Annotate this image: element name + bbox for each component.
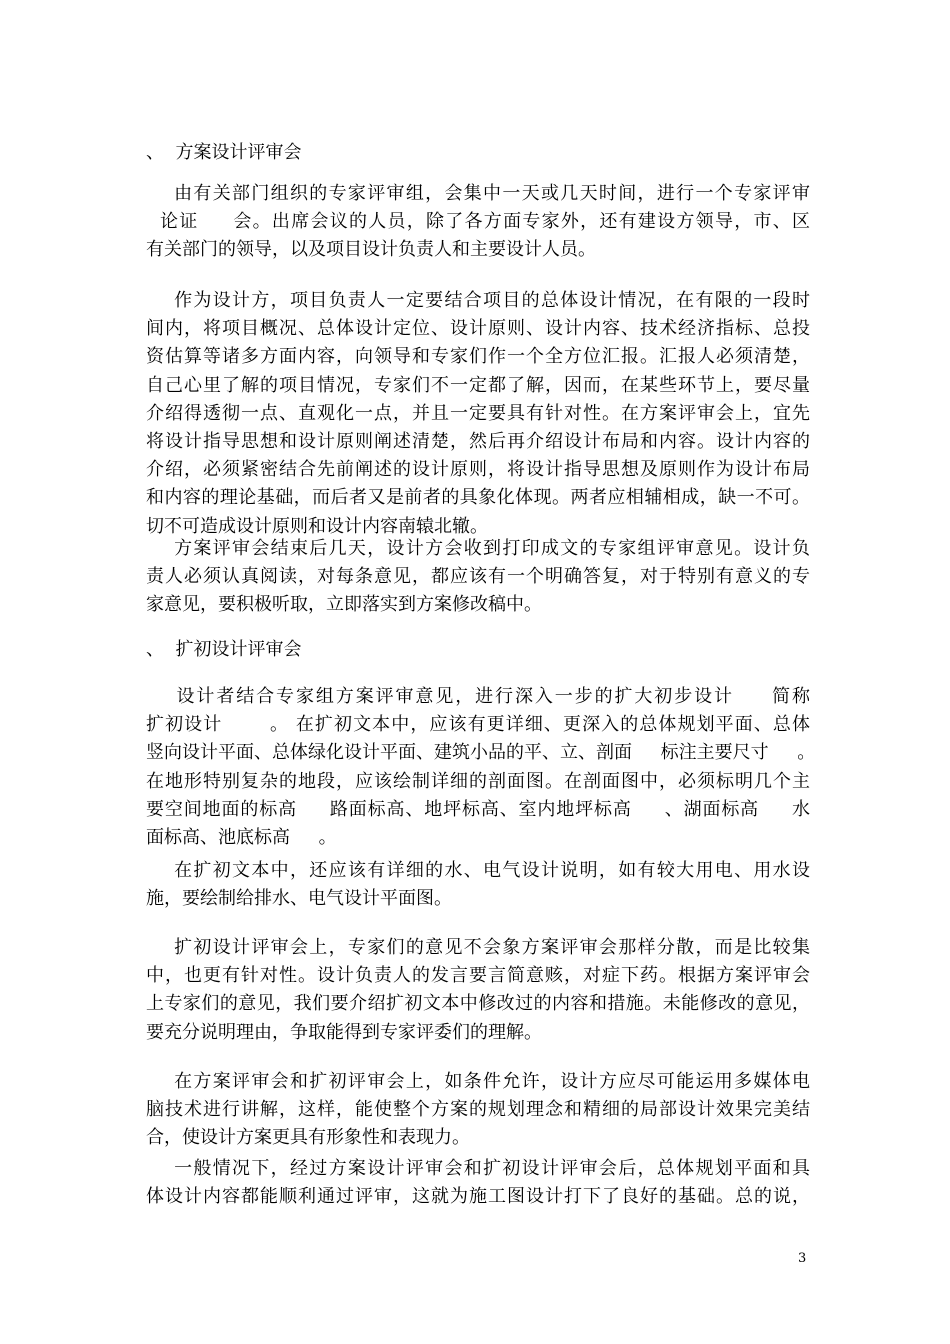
- text-line: 要充分说明理由，争取能得到专家评委们的理解。: [146, 1021, 542, 1043]
- paragraph: [146, 1155, 810, 1211]
- text-line: 脑技术进行讲解，这样，能使整个方案的规划理念和精细的局部设计效果完美结: [146, 1099, 810, 1121]
- paragraph: [146, 180, 810, 265]
- text-line: 作为设计方，项目负责人一定要结合项目的总体设计情况，在有限的一段时: [146, 290, 810, 311]
- text-line: 资估算等诸多方面内容，向领导和专家们作一个全方位汇报。汇报人必须清楚，: [146, 346, 810, 368]
- text-line: 和内容的理论基础，而后者又是前者的具象化体现。两者应相辅相成，缺一不可。: [146, 487, 810, 509]
- text-line: 面标高、池底标高 。: [146, 826, 337, 848]
- text-line: 间内，将项目概况、总体设计定位、设计原则、设计内容、技术经济指标、总投: [146, 318, 810, 340]
- text-line: 竖向设计平面、总体绿化设计平面、建筑小品的平、立、剖面 标注主要尺寸 。: [146, 742, 816, 764]
- paragraph: [146, 934, 810, 1047]
- section-heading-preliminary-design-review: 、 扩初设计评审会: [146, 639, 302, 660]
- text-line: 扩初设计 。 在扩初文本中，应该有更详细、更深入的总体规划平面、总体: [146, 714, 810, 736]
- text-line: 体设计内容都能顺利通过评审，这就为施工图设计打下了良好的基础。总的说，: [146, 1186, 810, 1208]
- section-heading-scheme-review: 、 方案设计评审会: [146, 142, 302, 163]
- text-line: 方案评审会结束后几天，设计方会收到打印成文的专家组评审意见。设计负: [146, 538, 810, 559]
- text-line: 中，也更有针对性。设计负责人的发言要言简意赅，对症下药。根据方案评审会: [146, 965, 810, 987]
- text-line: 在方案评审会和扩初评审会上，如条件允许，设计方应尽可能运用多媒体电: [146, 1071, 810, 1092]
- text-line: 合，使设计方案更具有形象性和表现力。: [146, 1127, 470, 1149]
- text-line: 介绍，必须紧密结合先前阐述的设计原则，将设计指导思想及原则作为设计布局: [146, 459, 810, 481]
- text-line: 一般情况下，经过方案设计评审会和扩初设计评审会后，总体规划平面和具: [146, 1158, 810, 1179]
- text-line: 将设计指导思想和设计原则阐述清楚，然后再介绍设计布局和内容。设计内容的: [146, 430, 810, 452]
- text-line: 切不可造成设计原则和设计内容南辕北辙。: [146, 515, 488, 537]
- page-number: 3: [798, 1251, 807, 1266]
- text-line: 由有关部门组织的专家评审组，会集中一天或几天时间，进行一个专家评审: [146, 183, 810, 204]
- paragraph: [146, 683, 816, 852]
- text-line: 设计者结合专家组方案评审意见，进行深入一步的扩大初步设计 简称: [146, 686, 810, 707]
- text-line: 在扩初文本中，还应该有详细的水、电气设计说明，如有较大用电、用水设: [146, 860, 810, 881]
- text-line: 有关部门的领导，以及项目设计负责人和主要设计人员。: [146, 239, 596, 261]
- text-line: 扩初设计评审会上，专家们的意见不会象方案评审会那样分散，而是比较集: [146, 937, 810, 958]
- text-line: 上专家们的意见，我们要介绍扩初文本中修改过的内容和措施。未能修改的意见，: [146, 993, 810, 1015]
- text-line: 介绍得透彻一点、直观化一点，并且一定要具有针对性。在方案评审会上，宜先: [146, 402, 810, 424]
- text-line: 施，要绘制给排水、电气设计平面图。: [146, 888, 452, 910]
- paragraph: [146, 1068, 810, 1153]
- paragraph: [146, 287, 810, 541]
- text-line: 论证 会。出席会议的人员，除了各方面专家外，还有建设方领导，市、区: [146, 211, 810, 233]
- text-line: 要空间地面的标高 路面标高、地坪标高、室内地坪标高 、湖面标高 水: [146, 798, 810, 820]
- text-line: 责人必须认真阅读，对每条意见，都应该有一个明确答复，对于特别有意义的专: [146, 566, 810, 588]
- text-line: 在地形特别复杂的地段，应该绘制详细的剖面图。在剖面图中，必须标明几个主: [146, 770, 810, 792]
- text-line: 家意见，要积极听取，立即落实到方案修改稿中。: [146, 594, 542, 616]
- paragraph: [146, 857, 810, 913]
- text-line: 自己心里了解的项目情况，专家们不一定都了解，因而，在某些环节上，要尽量: [146, 374, 810, 396]
- paragraph: [146, 535, 810, 620]
